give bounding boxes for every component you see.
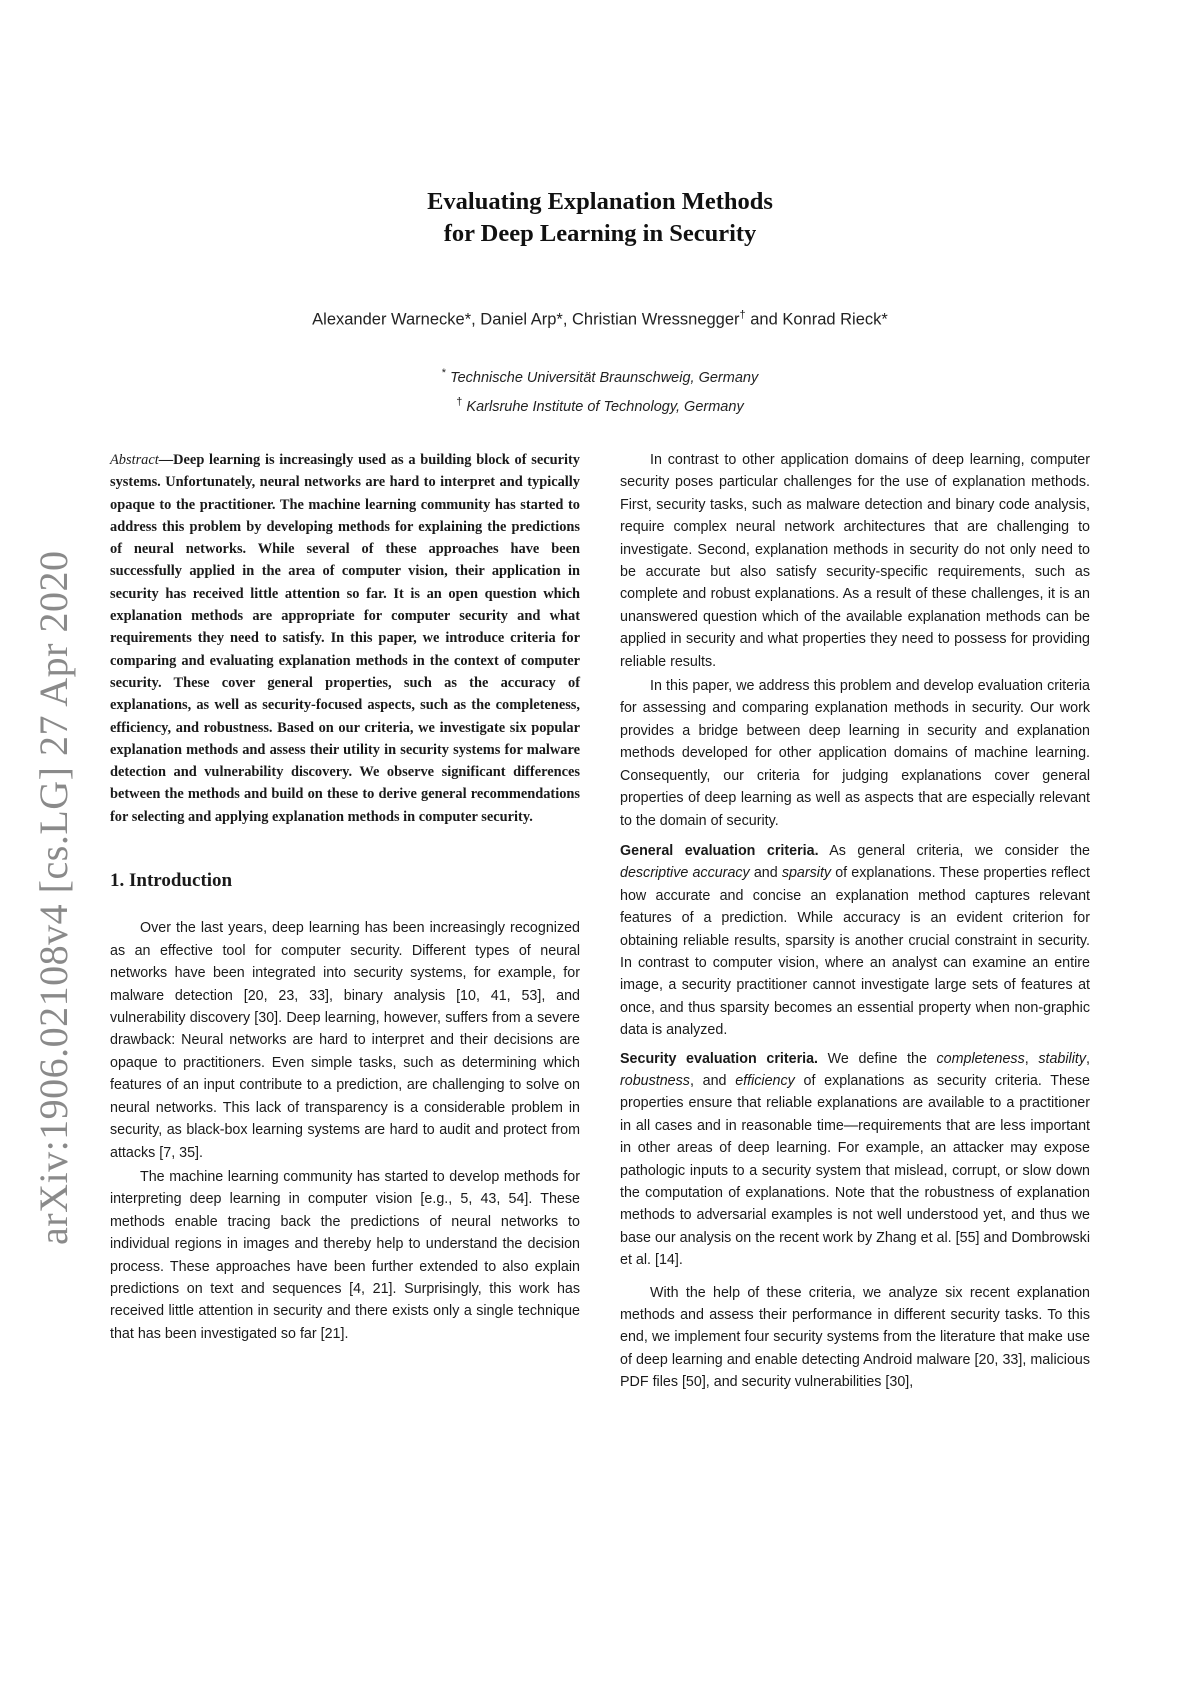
general-text-2: and: [749, 865, 782, 882]
affiliation-2: [200, 390, 1000, 419]
abstract-dash: —: [158, 452, 174, 468]
security-criteria-paragraph: [620, 1048, 1090, 1272]
general-text-3: of explanations. These properties reflect how accurate and concise an explanation method captures relevant features of a prediction. While accuracy is an evident criterion for obtaining reliable results, sparsity is another crucial constraint in security. In contrast to computer vision, where an analyst can examine an entire image, a security practitioner cannot investigate large sets of features at once, and thus sparsity becomes an essential property when non-graphic data is analyzed.: [620, 865, 1090, 1039]
dagger-mark: †: [739, 309, 746, 321]
abstract-label: Abstract: [110, 452, 159, 468]
intro-paragraph-1: Over the last years, deep learning has been increasingly recognized as an effective tool for computer security. Different types of neural networks have been integrated into security systems, for example, for malware detection [20, 23, 33], binary analysis [10, 41, 53], and vulnerability discovery [30]. Deep learning, however, suffers from a severe drawback: Neural networks are hard to interpret and their decisions are opaque to practitioners. Even simple tasks, such as determining which features of an input contribute to a prediction, are challenging to solve on neural networks. This lack of transparency is a considerable problem in security, as black-box learning systems are hard to audit and protect from attacks [7, 35].: [110, 920, 580, 1161]
security-text-2: ,: [1024, 1050, 1039, 1067]
security-criteria-heading: Security evaluation criteria.: [620, 1050, 819, 1067]
security-text-1: We define the: [818, 1050, 937, 1067]
section-heading-introduction: 1. Introduction: [110, 870, 233, 892]
abstract: [110, 449, 580, 828]
title-line-1: Evaluating Explanation Methods: [427, 188, 773, 215]
right-paragraph-1: In contrast to other application domains of deep learning, computer security poses particular challenges for the use of explanation methods. First, security tasks, such as malware detection and binary code analysis, require complex neural network architectures that are challenging to investigate. Second, explanation methods in security do not only need to be accurate but also satisfy security-specific requirements, such as complete and robust explanations. As a result of these challenges, it is an unanswered question which of the available explanation methods can be applied in security and what properties they need to possess for providing reliable results.: [620, 452, 1090, 670]
left-column: [110, 449, 580, 1347]
general-criteria-heading: General evaluation criteria.: [620, 842, 819, 859]
general-em-1: descriptive accuracy: [620, 865, 750, 882]
right-paragraph-2: In this paper, we address this problem and develop evaluation criteria for assessing and comparing explanation methods in security. Our work provides a bridge between deep learning in security and explanation methods developed for other application domains of machine learning. Consequently, our criteria for judging explanations cover general properties of deep learning as well as aspects that are especially relevant to the domain of security.: [620, 678, 1090, 829]
general-text-1: As general criteria, we consider the: [818, 842, 1090, 859]
affiliation-2-text: Karlsruhe Institute of Technology, Germany: [462, 398, 744, 415]
affiliation-1-mark: *: [441, 367, 447, 379]
general-em-2: sparsity: [781, 865, 832, 882]
right-column: [620, 449, 1090, 1396]
security-text-3: ,: [1086, 1050, 1090, 1067]
affiliation-1: [200, 361, 1000, 390]
security-em-1: completeness: [936, 1050, 1025, 1067]
abstract-text: Deep learning is increasingly used as a building block of security systems. Unfortunately, neural networks are hard to interpret and typically opaque to the practitioner. The machine learning community has started to address this problem by developing methods for explaining the predictions of neural networks. While several of these approaches have been successfully applied in the area of computer vision, their application in security has received little attention so far. It is an open question which explanation methods are appropriate for computer security and what requirements they need to satisfy. In this paper, we introduce criteria for comparing and evaluating explanation methods in the context of computer security. These cover general properties, such as the accuracy of explanations, as well as security-focused aspects, such as the completeness, efficiency, and robustness. Based on our criteria, we investigate six popular explanation methods and assess their utility in security systems for malware detection and vulnerability discovery. We observe significant differences between the methods and build on these to derive general recommendations for selecting and applying explanation methods in computer security.: [110, 452, 580, 825]
security-text-5: of explanations as security criteria. These properties ensure that reliable explanations are available to a practitioner in all cases and in reasonable time—requirements that are less important in other areas of deep learning. For example, an attacker may expose pathologic inputs to a security system that mislead, corrupt, or slow down the computation of explanations. Note that the robustness of explanation methods to adversarial examples is not well understood yet, and thus we base our analysis on the recent work by Zhang et al. [55] and Dombrowski et al. [14].: [620, 1072, 1090, 1269]
security-em-2: stability: [1038, 1050, 1087, 1067]
right-paragraph-last: With the help of these criteria, we analyze six recent explanation methods and assess their performance in different security tasks. To this end, we implement four security systems from the literature that make use of deep learning and enable detecting Android malware [20, 33], malicious PDF files [50], and security vulnerabilities [30],: [620, 1284, 1090, 1391]
author-last: and Konrad Rieck*: [745, 310, 888, 329]
affiliations: [200, 361, 1000, 419]
arxiv-identifier-stamp: arXiv:1906.02108v4 [cs.LG] 27 Apr 2020: [31, 550, 76, 1245]
general-criteria-paragraph: [620, 840, 1090, 1042]
affiliation-2-mark: †: [456, 395, 463, 408]
title-line-2: for Deep Learning in Security: [443, 220, 757, 247]
author-names: Alexander Warnecke*, Daniel Arp*, Christian Wressnegger: [312, 310, 740, 329]
affiliation-1-text: Technische Universität Braunschweig, Germany: [446, 369, 759, 386]
intro-paragraph-2: The machine learning community has started to develop methods for interpreting deep learning in computer vision [e.g., 5, 43, 54]. These methods enable tracing back the predictions of neural networks to individual regions in images and thereby help to understand the decision process. These approaches have been further extended to also explain predictions on text and sequences [4, 21]. Surprisingly, this work has received little attention in security and there exists only a single technique that has been investigated so far [21].: [110, 1168, 580, 1342]
security-em-3: robustness: [620, 1072, 690, 1089]
security-em-4: efficiency: [735, 1072, 795, 1089]
paper-title: [200, 186, 1000, 250]
security-text-4: , and: [689, 1072, 736, 1089]
author-list: [100, 309, 1100, 330]
